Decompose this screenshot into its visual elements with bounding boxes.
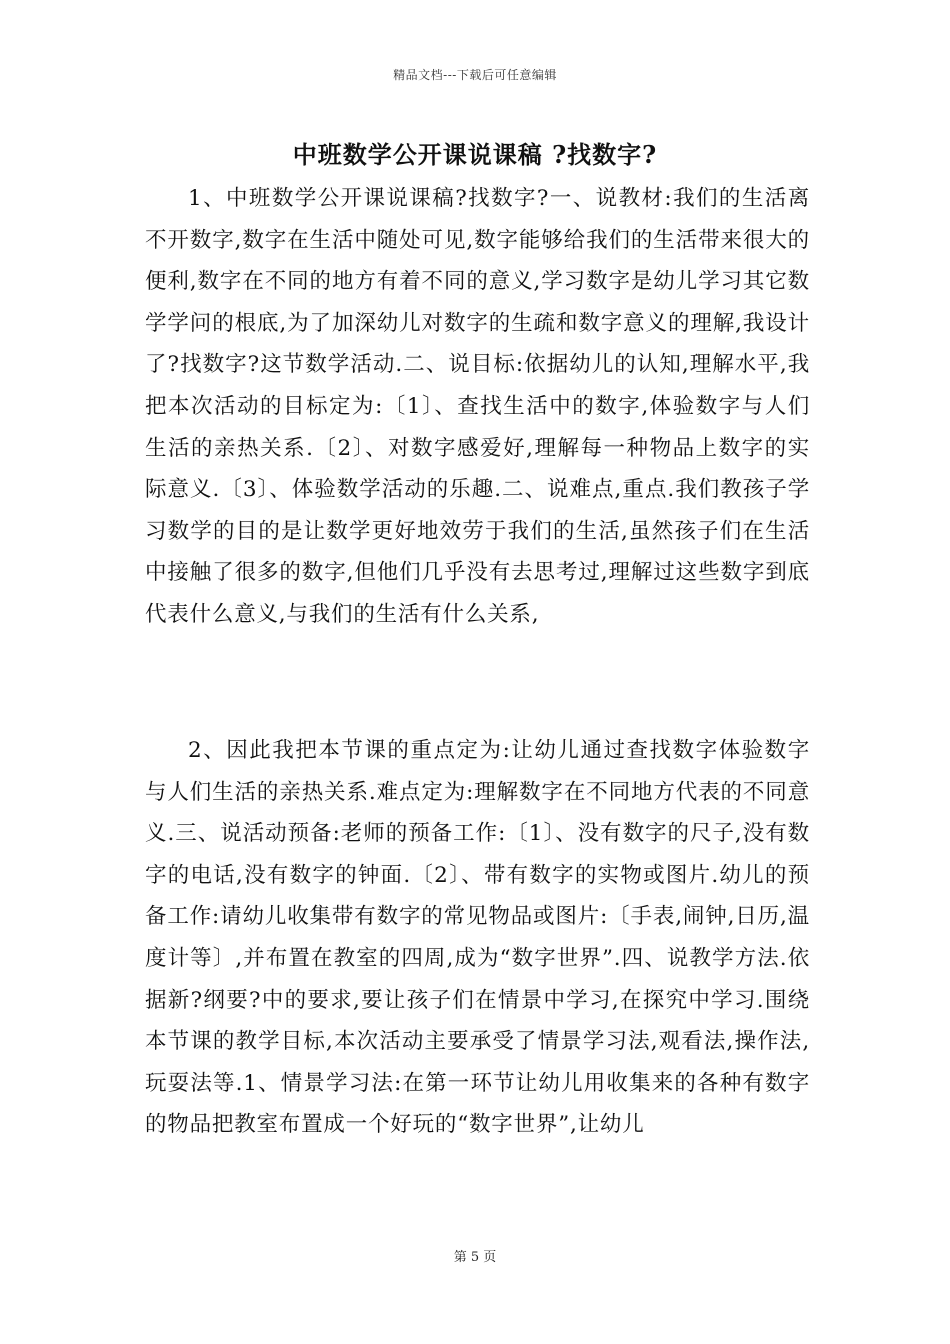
document-title: 中班数学公开课说课稿 ?找数字? xyxy=(292,140,658,169)
body-paragraph-1: 1、中班数学公开课说课稿?找数字?一、说教材:我们的生活离不开数字,数字在生活中随处可见,数字能够给我们的生活带来很大的便利,数字在不同的地方有着不同的意义,学习数字是幼儿学习其它数学学问的根底,为了加深幼儿对数字的生疏和数字意义的理解,我设计了?找数字?这节数学活动.二、说目标:依据幼儿的认知,理解水平,我把本次活动的目标定为:〔1〕、查找生活中的数字,体验数字与人们生活的亲热关系.〔2〕、对数字感爱好,理解每一种物品上数字的实际意义.〔3〕、体验数学活动的乐趣.二、说难点,重点.我们教孩子学习数学的目的是让数学更好地效劳于我们的生活,虽然孩子们在生活中接触了很多的数字,但他们几乎没有去思考过,理解过这些数字到底代表什么意义,与我们的生活有什么关系, xyxy=(145,186,810,627)
body-paragraph-2: 2、因此我把本节课的重点定为:让幼儿通过查找数字体验数字与人们生活的亲热关系.难点定为:理解数字在不同地方代表的不同意义.三、说活动预备:老师的预备工作:〔1〕、没有数字的尺子,没有数字的电话,没有数字的钟面.〔2〕、带有数字的实物或图片.幼儿的预备工作:请幼儿收集带有数字的常见物品或图片:〔手表,闹钟,日历,温度计等〕,并布置在教室的四周,成为“数字世界”.四、说教学方法.依据新?纲要?中的要求,要让孩子们在情景中学习,在探究中学习.围绕本节课的教学目标,本次活动主要承受了情景学习法,观看法,操作法,玩耍法等.1、情景学习法:在第一环节让幼儿用收集来的各种有数字的物品把教室布置成一个好玩的“数字世界”,让幼儿 xyxy=(145,738,810,1138)
page-number: 第 5 页 xyxy=(453,1250,497,1265)
page-header: 精品文档---下载后可任意编辑 xyxy=(393,68,557,82)
